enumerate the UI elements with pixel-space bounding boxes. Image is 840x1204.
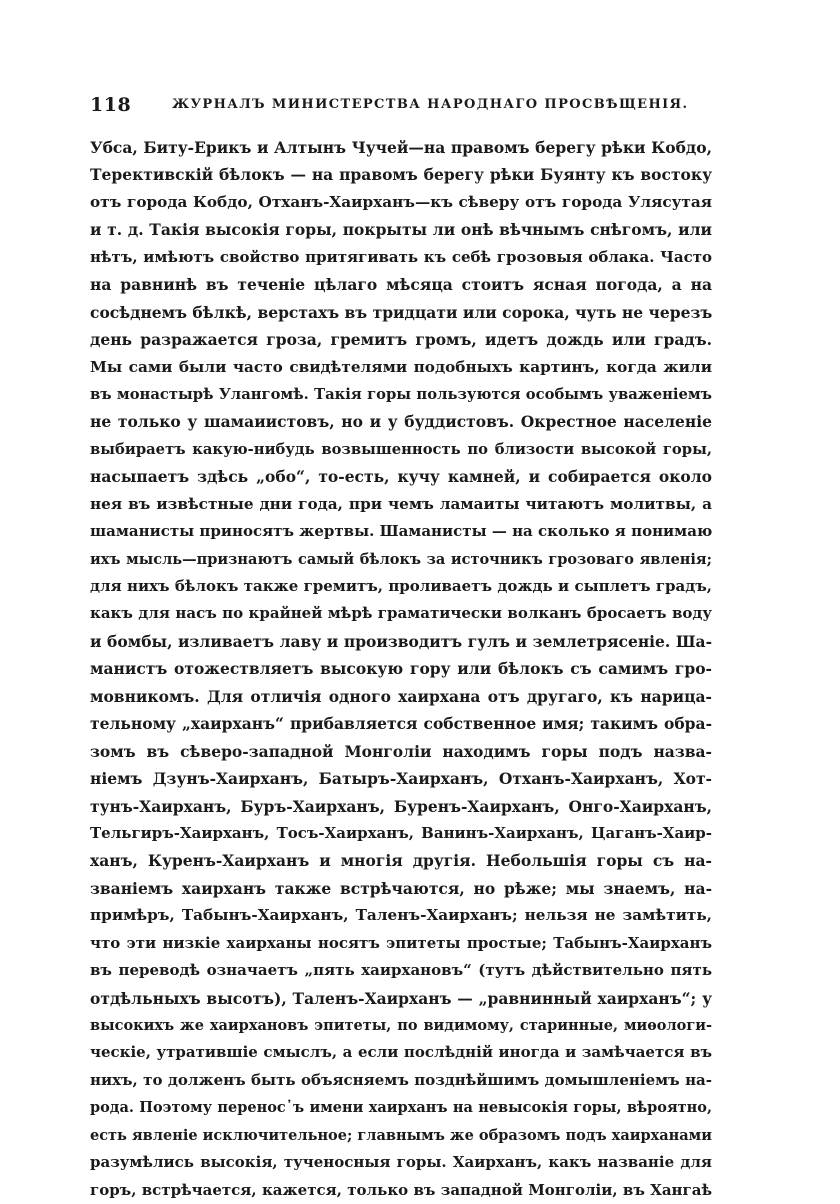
text-line: разумѣлись высокія, тученосныя горы. Хаирханъ, какъ названіе для <box>90 1153 712 1172</box>
text-line: примѣръ, Табынъ-Хаирханъ, Таленъ-Хаирханъ; нельзя не замѣтить, <box>90 906 712 925</box>
text-line: и бомбы, изливаетъ лаву и производитъ гулъ и землетрясеніе. Ша- <box>90 631 712 651</box>
text-line: день разражается гроза, гремитъ громъ, идетъ дождь или градъ. <box>90 330 712 350</box>
text-line: выбираетъ какую-нибудь возвышенность по близости высокой горы, <box>90 440 712 458</box>
text-line: ніемъ Дзунъ-Хаирханъ, Батыръ-Хаирханъ, Отханъ-Хаирханъ, Хот- <box>90 769 712 789</box>
text-line: высокихъ же хаирхановъ эпитеты, по видимому, старинные, миѳологи- <box>90 1017 712 1034</box>
text-line: нея въ извѣстные дни года, при чемъ ламаиты читаютъ молитвы, а <box>90 494 712 513</box>
text-line: Тельгиръ-Хаирханъ, Тосъ-Хаирханъ, Ванинъ-Хаирханъ, Цаганъ-Хаир- <box>90 823 712 842</box>
text-line: сосѣднемъ бѣлкѣ, верстахъ въ тридцати или сорока, чуть не черезъ <box>90 302 712 322</box>
text-line: въ переводѣ означаетъ „пять хаирхановъ“ (тутъ дѣйствительно пять <box>90 961 712 980</box>
text-line: и т. д. Такія высокія горы, покрыты ли онѣ вѣчнымъ снѣгомъ, или <box>90 220 712 240</box>
text-line: насыпаетъ здѣсь „обо“, то-есть, кучу камней, и собирается около <box>90 467 712 487</box>
text-line: ханъ, Куренъ-Хаирханъ и многія другія. Небольшія горы съ на- <box>90 851 712 871</box>
page-number: 118 <box>90 94 132 116</box>
body-text <box>90 134 712 1204</box>
text-line: нѣтъ, имѣютъ свойство притягивать къ себѣ грозовыя облака. Часто <box>90 247 712 266</box>
text-line: горъ, встрѣчается, кажется, только въ западной Монголіи, въ Хангаѣ <box>90 1180 712 1199</box>
text-line: званіемъ хаирханъ также встрѣчаются, но рѣже; мы знаемъ, на- <box>90 878 712 898</box>
text-line: для нихъ бѣлокъ также гремитъ, проливаетъ дождь и сыплетъ градъ, <box>90 577 712 595</box>
text-line: зомъ въ сѣверо-западной Монголіи находимъ горы подъ назва- <box>90 741 712 761</box>
text-line: рода. Поэтому перенос᾽ъ имени хаирханъ на невысокія горы, вѣроятно, <box>90 1099 712 1117</box>
text-line: мовникомъ. Для отличія одного хаирхана отъ другаго, къ нарица- <box>90 686 712 706</box>
text-line: какъ для насъ по крайней мѣрѣ граматически волканъ бросаетъ воду <box>90 604 712 623</box>
text-line: есть явленіе исключительное; главнымъ же образомъ подъ хаирханами <box>90 1126 712 1144</box>
page-header <box>90 94 730 118</box>
text-line: Мы сами были часто свидѣтелями подобныхъ картинъ, когда жили <box>90 357 712 376</box>
text-line: ческіе, утратившіе смыслъ, а если послѣдній иногда и замѣчается въ <box>90 1043 712 1062</box>
text-line: отъ города Кобдо, Отханъ-Хаирханъ—къ сѣверу отъ города Улясутая <box>90 192 712 211</box>
text-line: Убса, Биту-Ерикъ и Алтынъ Чучей—на правомъ берегу рѣки Кобдо, <box>90 138 712 157</box>
text-line: въ монастырѣ Улангомѣ. Такія горы пользуются особымъ уваженіемъ <box>90 385 712 403</box>
text-line: нихъ, то долженъ быть объясняемъ позднѣйшимъ домышленіемъ на- <box>90 1070 712 1089</box>
text-line: отдѣльныхъ высотъ), Таленъ-Хаирханъ — „равнинный хаирханъ“; у <box>90 988 712 1008</box>
running-title: ЖУРНАЛЪ МИНИСТЕРСТВА НАРОДНАГО ПРОСВѢЩЕНІЯ. <box>172 97 689 112</box>
text-line: на равнинѣ въ теченіе цѣлаго мѣсяца стоитъ ясная погода, а на <box>90 275 712 295</box>
text-line: шаманисты приносятъ жертвы. Шаманисты — на сколько я понимаю <box>90 522 712 541</box>
text-line: что эти низкіе хаирханы носятъ эпитеты простые; Табынъ-Хаирханъ <box>90 933 712 952</box>
text-line: тельному „хаирханъ“ прибавляется собственное имя; такимъ обра- <box>90 714 712 734</box>
text-line: тунъ-Хаирханъ, Буръ-Хаирханъ, Буренъ-Хаирханъ, Онго-Хаирханъ, <box>90 796 712 816</box>
text-line: Терективскій бѣлокъ — на правомъ берегу рѣки Буянту къ востоку <box>90 165 712 185</box>
text-line: манистъ отожествляетъ высокую гору или бѣлокъ съ самимъ гро- <box>90 659 712 679</box>
text-line: не только у шамаиистовъ, но и у буддистовъ. Окрестное населеніе <box>90 412 712 432</box>
text-line: ихъ мысль—признаютъ самый бѣлокъ за источникъ грозоваго явленія; <box>90 550 712 568</box>
